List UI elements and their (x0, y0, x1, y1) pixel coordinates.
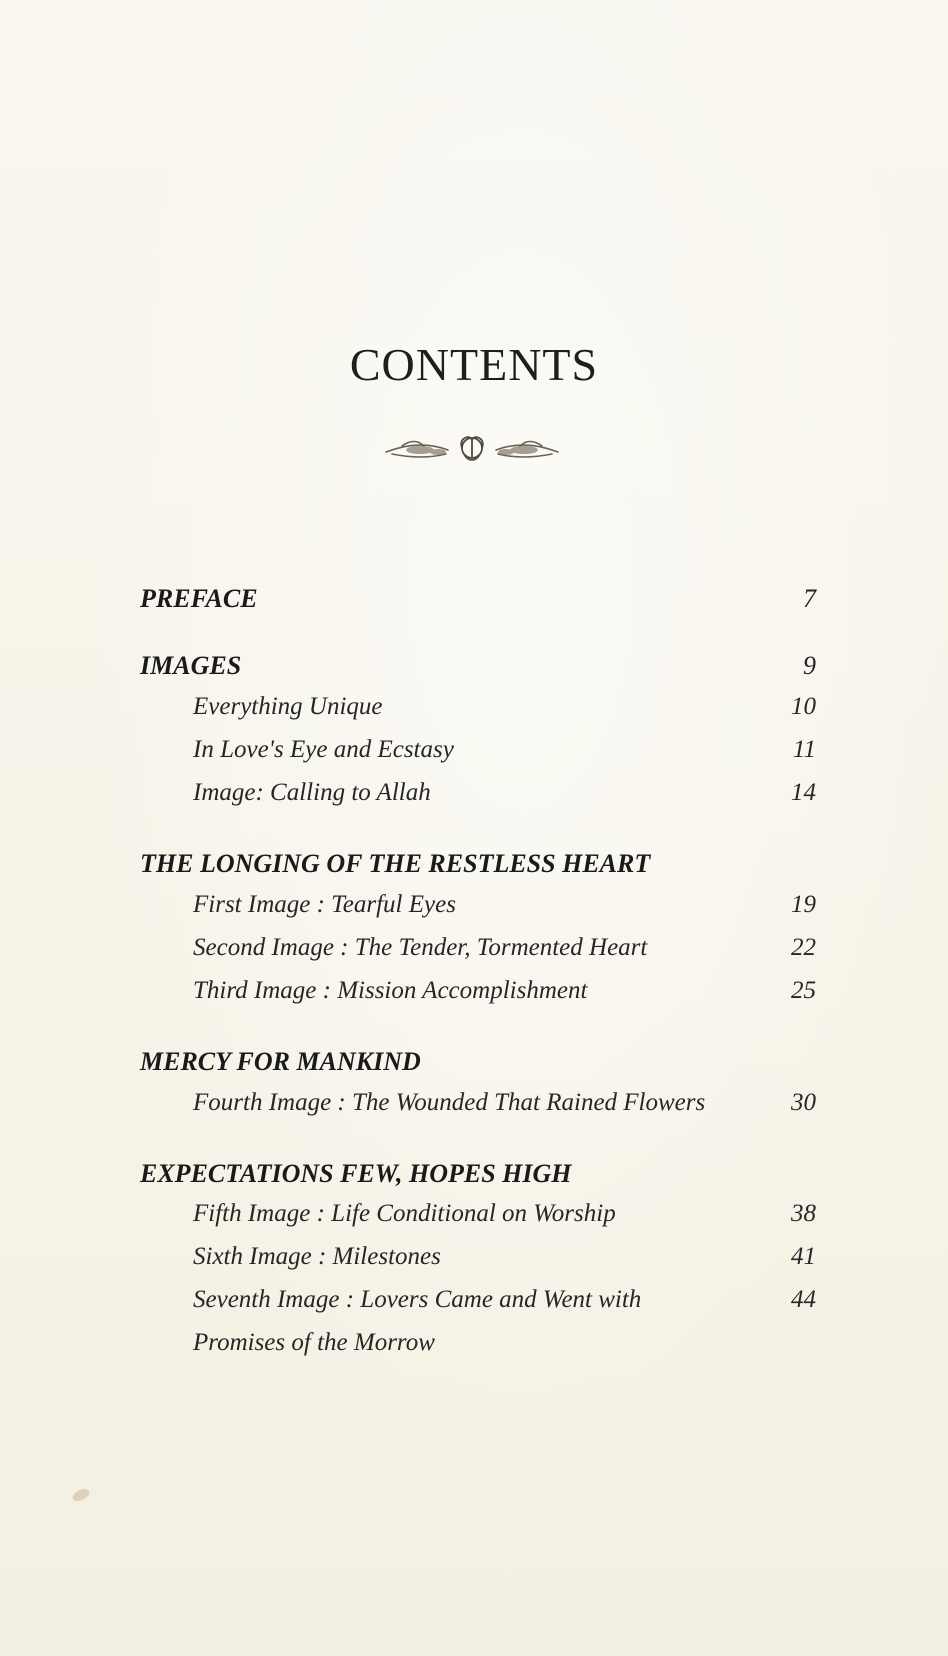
section-title: THE LONGING OF THE RESTLESS HEART (140, 849, 651, 878)
toc-entry[interactable] (0, 1243, 948, 1277)
entry-title: Promises of the Morrow (193, 1329, 435, 1356)
toc-entry-longing[interactable] (0, 849, 948, 883)
toc-entry-expectations[interactable] (0, 1159, 948, 1193)
page-number: 10 (791, 693, 816, 720)
section-title: PREFACE (140, 584, 258, 613)
entry-title: Everything Unique (193, 693, 383, 720)
page-title: CONTENTS (349, 339, 599, 390)
page-number: 25 (791, 977, 816, 1004)
entry-title: Third Image : Mission Accomplishment (193, 977, 588, 1004)
section-title: MERCY FOR MANKIND (140, 1047, 421, 1076)
page-number: 38 (791, 1200, 816, 1227)
entry-title: Fifth Image : Life Conditional on Worship (193, 1200, 616, 1227)
toc-entry-images[interactable] (0, 651, 948, 685)
entry-title: Second Image : The Tender, Tormented Heart (193, 934, 648, 961)
toc-entry-preface[interactable] (0, 584, 948, 618)
toc-entry[interactable] (0, 977, 948, 1011)
toc-entry-mercy[interactable] (0, 1047, 948, 1081)
section-title: EXPECTATIONS FEW, HOPES HIGH (140, 1159, 572, 1188)
page-number: 41 (791, 1243, 816, 1270)
toc-entry[interactable] (0, 693, 948, 727)
section-title: IMAGES (140, 651, 242, 680)
toc-entry[interactable] (0, 934, 948, 968)
page-number: 44 (791, 1286, 816, 1313)
page-number: 11 (792, 736, 816, 763)
toc-entry[interactable] (0, 736, 948, 770)
toc-entry[interactable] (0, 1200, 948, 1234)
entry-title: In Love's Eye and Ecstasy (193, 736, 454, 763)
toc-entry[interactable] (0, 891, 948, 925)
page-number: 7 (803, 584, 816, 613)
page-number: 22 (791, 934, 816, 961)
entry-title: Seventh Image : Lovers Came and Went with (193, 1286, 642, 1313)
page-number: 14 (791, 779, 816, 806)
entry-title: Image: Calling to Allah (193, 779, 431, 806)
page-number: 30 (791, 1089, 816, 1116)
entry-title: First Image : Tearful Eyes (193, 891, 456, 918)
toc-entry[interactable] (0, 1089, 948, 1123)
entry-title: Fourth Image : The Wounded That Rained Flowers (193, 1089, 706, 1116)
toc-entry[interactable] (0, 1286, 948, 1320)
entry-title: Sixth Image : Milestones (193, 1243, 441, 1270)
page-number: 9 (803, 651, 816, 680)
page-number: 19 (791, 891, 816, 918)
toc-entry[interactable] (0, 779, 948, 813)
toc-entry-continuation (0, 1329, 948, 1363)
